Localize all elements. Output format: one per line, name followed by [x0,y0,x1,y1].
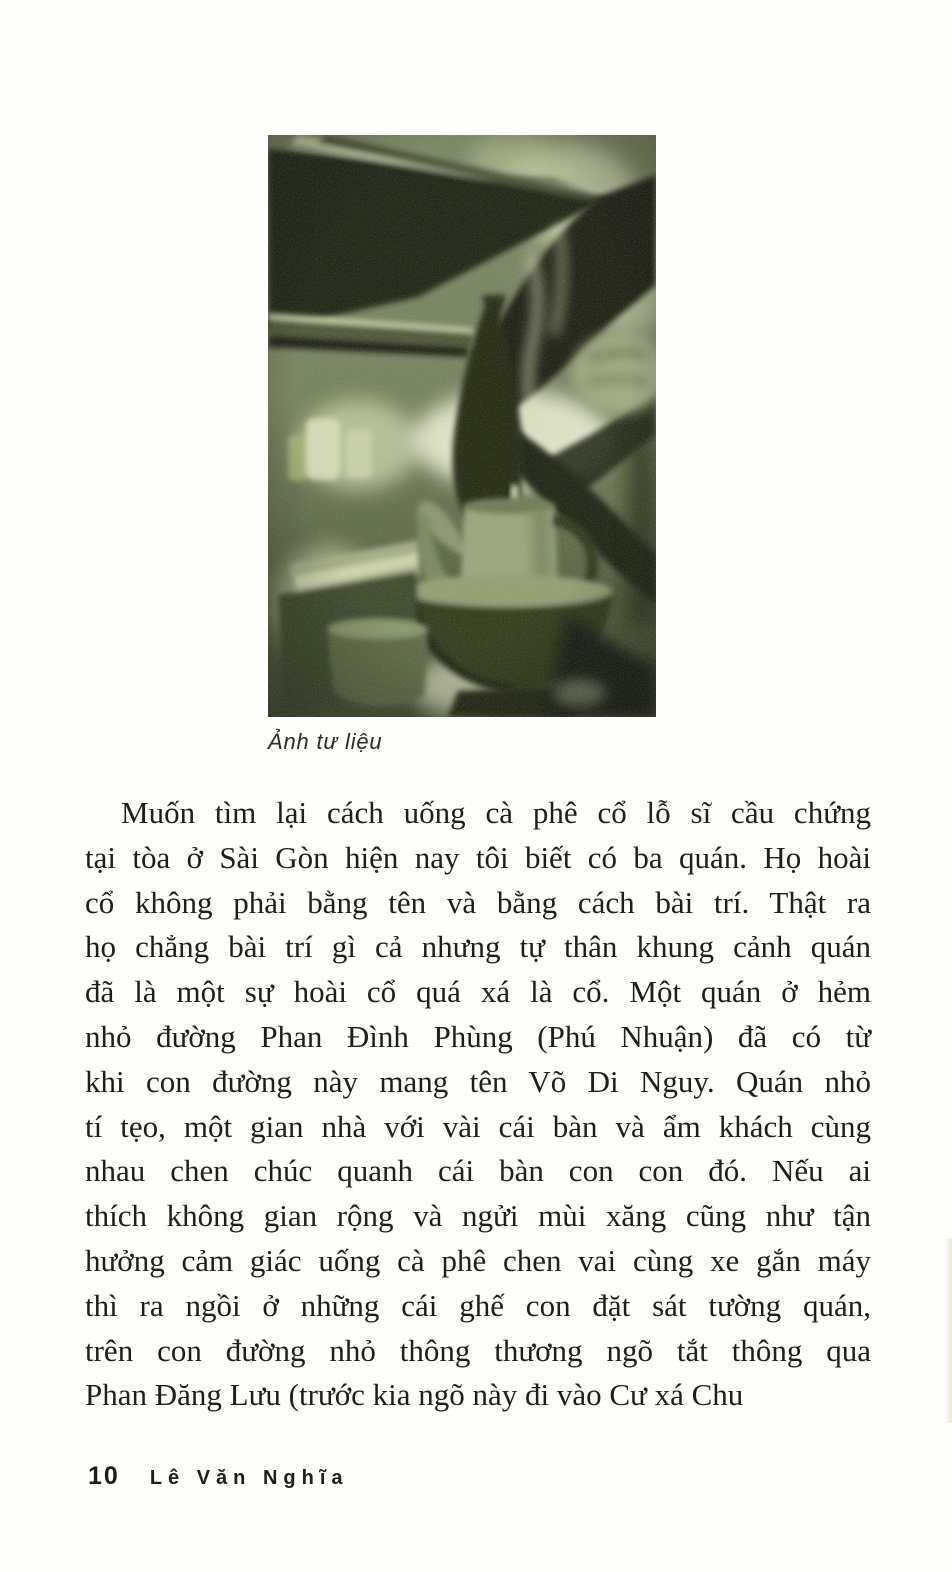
text-line: đã là một sự hoài cổ quá xá là cổ. Một quán ở hẻm [85,974,871,1010]
paragraph [85,791,871,1418]
text-line: họ chẳng bài trí gì cả nhưng tự thân khung cảnh quán [85,929,871,965]
text-line: tại tòa ở Sài Gòn hiện nay tôi biết có ba quán. Họ hoài [85,839,871,875]
text-line: hưởng cảm giác uống cà phê chen vai cùng xe gắn máy [85,1242,871,1278]
archival-photo [268,135,656,717]
text-line: Phan Đăng Lưu (trước kia ngõ này đi vào Cư xá Chu [85,1377,744,1413]
text-line: Muốn tìm lại cách uống cà phê cổ lỗ sĩ cầu chứng [121,795,871,830]
page-footer [88,1462,349,1491]
text-line: khi con đường này mang tên Võ Di Nguy. Quán nhỏ [85,1063,871,1099]
scan-edge-artifact [944,1238,952,1423]
photo-caption: Ảnh tư liệu [268,729,383,754]
page-number: 10 [88,1462,120,1490]
photo-artwork [268,135,656,717]
text-line: thì ra ngồi ở những cái ghế con đặt sát tường quán, [85,1287,871,1323]
photo-figure [268,135,656,755]
running-footer-author: Lê Văn Nghĩa [149,1467,349,1489]
text-line: cổ không phải bằng tên và bằng cách bài trí. Thật ra [85,884,871,920]
text-line: trên con đường nhỏ thông thương ngõ tắt thông qua [85,1332,871,1368]
text-line: nhỏ đường Phan Đình Phùng (Phú Nhuận) đã có từ [85,1018,871,1054]
text-line: nhau chen chúc quanh cái bàn con con đó. Nếu ai [85,1153,871,1189]
text-line: thích không gian rộng và ngửi mùi xăng cũng như tận [85,1198,871,1234]
text-line: tí tẹo, một gian nhà với vài cái bàn và ẩm khách cùng [85,1108,871,1144]
